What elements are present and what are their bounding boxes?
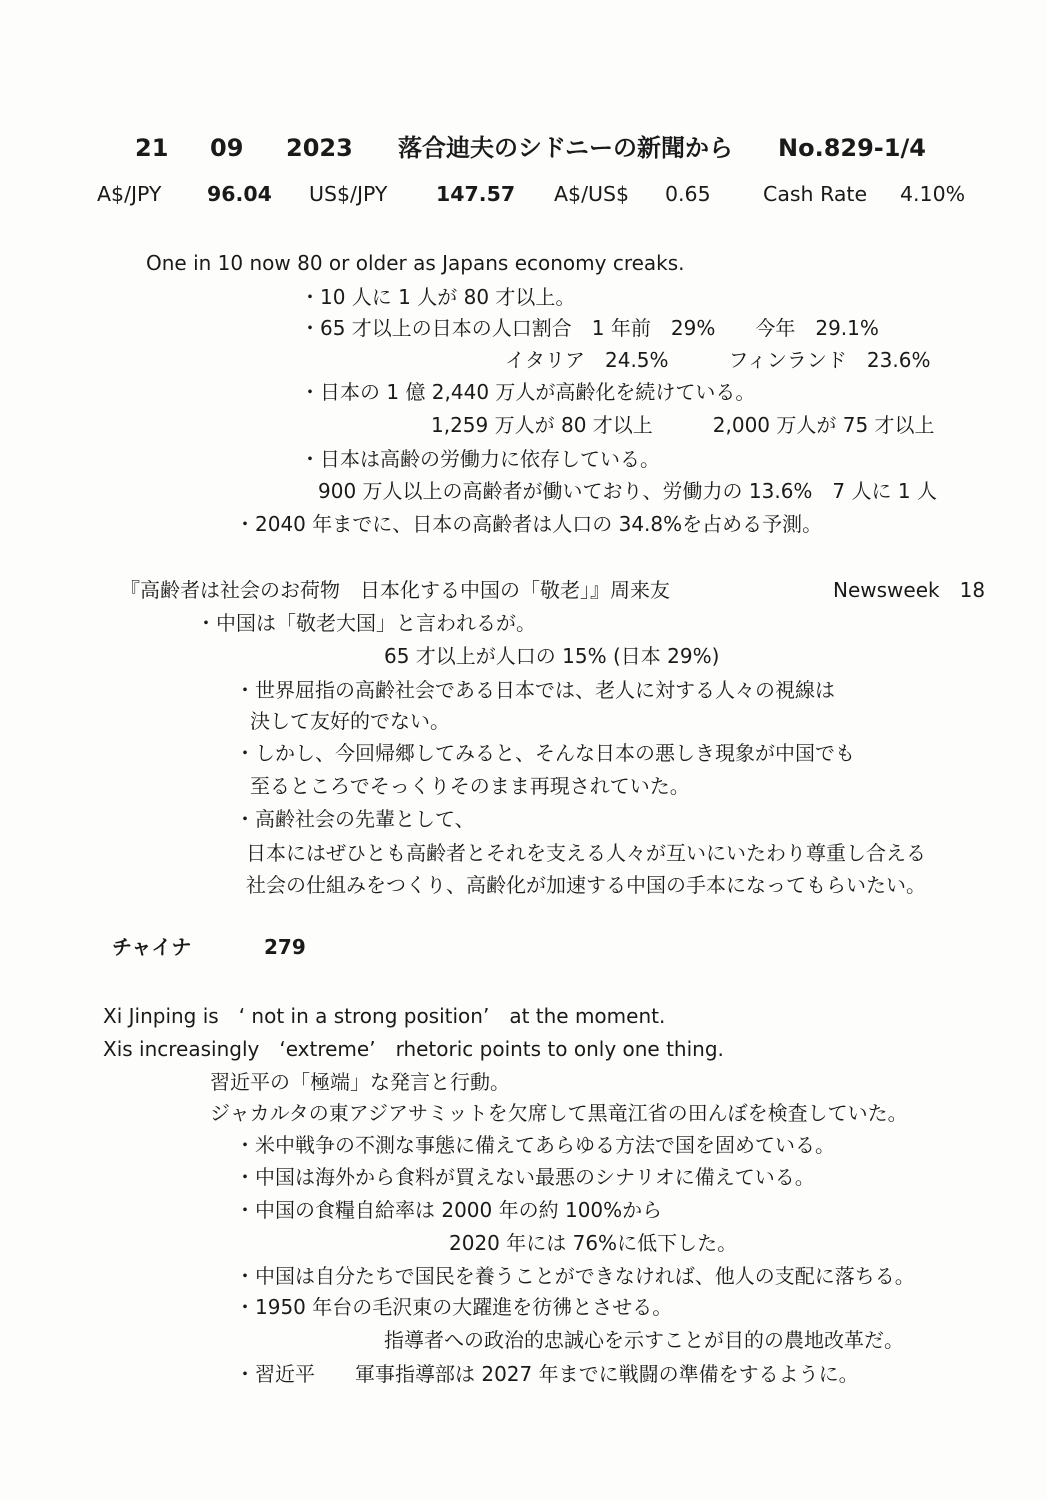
bullet-line: ・日本は高齢の労働力に依存している。 [300,447,660,471]
bullet-line: ・米中戦争の不測な事態に備えてあらゆる方法で国を固めている。 [235,1133,835,1157]
usd-jpy-value: 147.57 [436,182,516,206]
detail-line: 2020 年には 76%に低下した。 [449,1231,738,1255]
bullet-line: ・高齢社会の先輩として、 [235,807,475,831]
category-label: チャイナ [112,935,192,959]
aud-usd-value: 0.65 [665,182,711,206]
detail-line: イタリア 24.5% フィンランド 23.6% [505,348,931,372]
bullet-line: ・65 才以上の日本の人口割合 1 年前 29% 今年 29.1% [300,316,879,340]
detail-line: 決して友好的でない。 [250,709,450,733]
header-title: 落合迪夫のシドニーの新聞から [398,134,734,162]
article-headline: Xis increasingly ‘extreme’ rhetoric points to only one thing. [103,1037,724,1061]
bullet-line: ・2040 年までに、日本の高齢者は人口の 34.8%を占める予測。 [235,512,823,536]
cash-rate-label: Cash Rate [763,182,868,206]
detail-line: 社会の仕組みをつくり、高齢化が加速する中国の手本になってもらいたい。 [246,873,926,897]
detail-line: 指導者への政治的忠誠心を示すことが目的の農地改革だ。 [384,1328,904,1352]
detail-line: 至るところでそっくりそのまま再現されていた。 [250,774,690,798]
article-headline: One in 10 now 80 or older as Japans economy creaks. [146,251,685,275]
bullet-line: ・中国は「敬老大国」と言われるが。 [196,611,536,635]
header-year: 2023 [286,134,353,162]
bullet-line: ・中国は海外から食料が買えない最悪のシナリオに備えている。 [235,1165,815,1189]
header-month: 09 [210,134,244,162]
article-headline: Xi Jinping is ‘ not in a strong position’ at the moment. [103,1004,666,1028]
detail-line: 65 才以上が人口の 15% (日本 29%) [384,644,720,668]
cash-rate-value: 4.10% [900,182,966,206]
bullet-line: ・1950 年台の毛沢東の大躍進を彷彿とさせる。 [235,1295,673,1319]
header-day: 21 [135,134,169,162]
usd-jpy-label: US$/JPY [309,182,388,206]
bullet-line: ・習近平 軍事指導部は 2027 年までに戦闘の準備をするように。 [235,1362,859,1386]
article-headline: 『高齢者は社会のお荷物 日本化する中国の「敬老」』周来友 [120,578,670,602]
aud-jpy-value: 96.04 [207,182,272,206]
bullet-line: ・中国は自分たちで国民を養うことができなければ、他人の支配に落ちる。 [235,1264,915,1288]
aud-usd-label: A$/US$ [554,182,630,206]
bullet-line: ・世界屈指の高齢社会である日本では、老人に対する人々の視線は [235,678,835,702]
header-issue: No.829-1/4 [778,134,926,162]
bullet-line: ・しかし、今回帰郷してみると、そんな日本の悪しき現象が中国でも [235,741,855,765]
category-number: 279 [264,935,306,959]
detail-line: 習近平の「極端」な発言と行動。 [210,1070,510,1094]
aud-jpy-label: A$/JPY [97,182,162,206]
exchange-rates [0,184,1047,212]
bullet-line: ・日本の 1 億 2,440 万人が高齢化を続けている。 [300,380,756,404]
detail-line: 日本にはぜひとも高齢者とそれを支える人々が互いにいたわり尊重し合える [246,841,926,865]
detail-line: ジャカルタの東アジアサミットを欠席して黒竜江省の田んぼを検査していた。 [210,1101,908,1125]
bullet-line: ・中国の食糧自給率は 2000 年の約 100%から [235,1198,663,1222]
article-source: Newsweek 18 [833,578,986,602]
detail-line: 1,259 万人が 80 才以上 2,000 万人が 75 才以上 [431,413,935,437]
detail-line: 900 万人以上の高齢者が働いており、労働力の 13.6% 7 人に 1 人 [318,479,937,503]
bullet-line: ・10 人に 1 人が 80 才以上。 [300,285,576,309]
